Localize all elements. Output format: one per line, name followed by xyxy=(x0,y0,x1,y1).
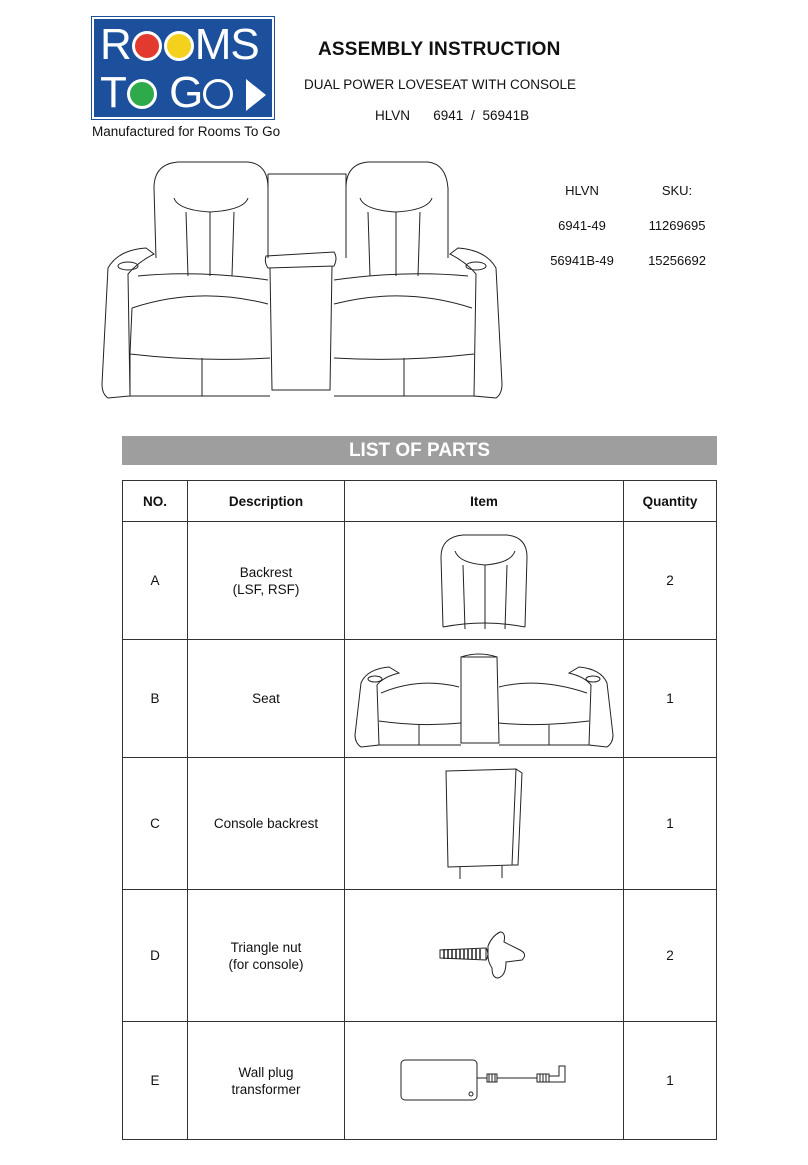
part-quantity: 2 xyxy=(624,890,717,1022)
col-item: Item xyxy=(345,481,624,522)
loveseat-illustration xyxy=(98,158,506,404)
part-description: Wall plug transformer xyxy=(188,1022,345,1140)
part-quantity: 1 xyxy=(624,640,717,758)
part-item xyxy=(345,522,624,640)
backrest-drawing-icon xyxy=(429,531,539,631)
sku-row xyxy=(528,218,728,253)
part-item xyxy=(345,640,624,758)
sku-table xyxy=(528,183,728,288)
part-no: E xyxy=(123,1022,188,1140)
part-no: B xyxy=(123,640,188,758)
part-item xyxy=(345,758,624,890)
table-row xyxy=(123,1022,717,1140)
part-no: A xyxy=(123,522,188,640)
document-title: ASSEMBLY INSTRUCTION xyxy=(318,39,561,60)
seat-drawing-icon xyxy=(353,647,615,751)
part-no: C xyxy=(123,758,188,890)
table-row xyxy=(123,522,717,640)
logo-line1: R MS xyxy=(100,20,259,69)
sku-header-row xyxy=(528,183,728,218)
table-row xyxy=(123,890,717,1022)
logo-line2: T G xyxy=(100,71,234,115)
document-subtitle: DUAL POWER LOVESEAT WITH CONSOLE xyxy=(304,77,577,92)
parts-header-row xyxy=(123,481,717,522)
sku-model: 6941-49 xyxy=(558,218,606,233)
rooms-to-go-logo xyxy=(92,17,274,119)
sku-row xyxy=(528,253,728,288)
part-description: Seat xyxy=(188,640,345,758)
wall-plug-transformer-drawing-icon xyxy=(399,1058,569,1104)
part-quantity: 1 xyxy=(624,1022,717,1140)
sku-number: 15256692 xyxy=(648,253,706,268)
parts-table xyxy=(122,480,717,1140)
model-number: HLVN 6941 / 56941B xyxy=(375,108,530,123)
manufactured-for: Manufactured for Rooms To Go xyxy=(92,124,281,139)
col-description: Description xyxy=(188,481,345,522)
part-item xyxy=(345,1022,624,1140)
console-backrest-drawing-icon xyxy=(442,765,526,883)
part-no: D xyxy=(123,890,188,1022)
triangle-nut-drawing-icon xyxy=(436,928,532,984)
table-row xyxy=(123,758,717,890)
sku-header-sku: SKU: xyxy=(661,183,693,198)
sku-number: 11269695 xyxy=(648,218,706,233)
part-quantity: 1 xyxy=(624,758,717,890)
logo-arrow-icon xyxy=(246,79,266,111)
part-description: Triangle nut (for console) xyxy=(188,890,345,1022)
list-of-parts-banner: LIST OF PARTS xyxy=(122,436,717,465)
part-item xyxy=(345,890,624,1022)
col-no: NO. xyxy=(123,481,188,522)
col-quantity: Quantity xyxy=(624,481,717,522)
table-row xyxy=(123,640,717,758)
part-description: Backrest (LSF, RSF) xyxy=(188,522,345,640)
sku-model: 56941B-49 xyxy=(550,253,614,268)
part-description: Console backrest xyxy=(188,758,345,890)
part-quantity: 2 xyxy=(624,522,717,640)
sku-header-hlvn: HLVN xyxy=(565,183,599,198)
